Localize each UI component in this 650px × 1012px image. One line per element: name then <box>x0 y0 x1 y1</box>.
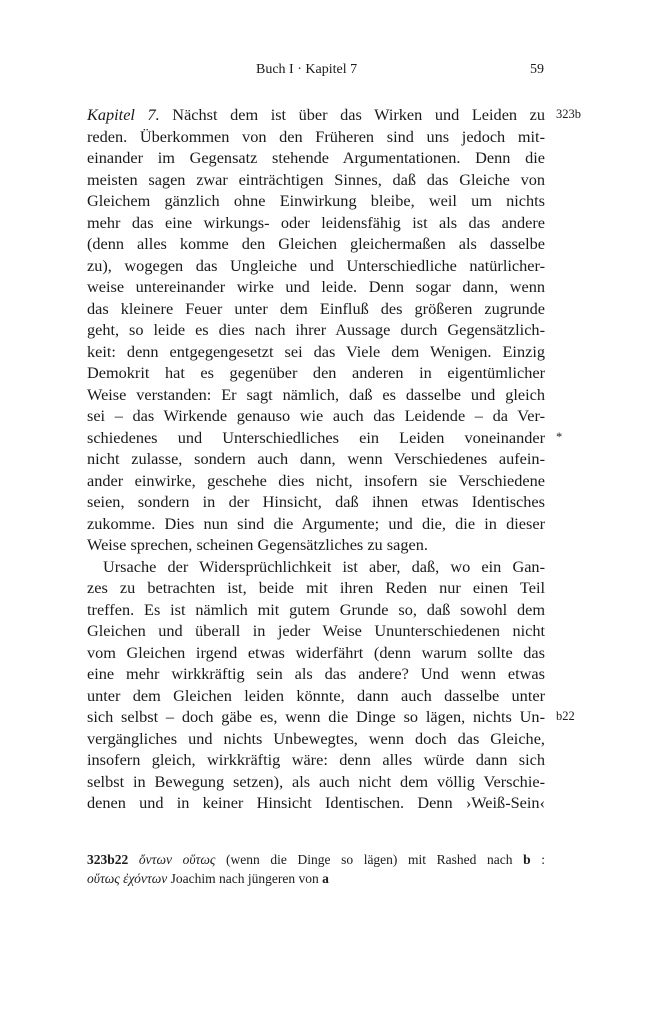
footnote-ref: 323b22 <box>87 852 129 867</box>
chapter-label: Kapitel 7. <box>87 105 160 124</box>
text-line: ander einwirke, geschehe dies nicht, insofern sie Verschiedene <box>87 470 545 490</box>
text-line: meisten sagen zwar einträchtigen Sinnes, daß das Gleiche von <box>87 169 545 189</box>
text-line: einander im Gegensatz stehende Argumentationen. Denn die <box>87 148 545 167</box>
text-line: vergängliches und nichts Unbewegtes, wenn doch das Gleiche, <box>87 728 545 748</box>
siglum: b <box>523 852 531 867</box>
text-line: denen und in keiner Hinsicht Identischen. Denn ›Weiß-Sein‹ <box>87 793 545 812</box>
text-line: Ursache der Widersprüchlichkeit ist aber, daß, wo ein Gan- <box>103 556 545 576</box>
text-line: schiedenes und Unterschiedliches ein Leiden voneinander <box>87 427 545 447</box>
text-line: unter dem Gleichen leiden könnte, dann auch dasselbe unter <box>87 685 545 705</box>
text-line: Gleichem gänzlich ohne Einwirkung bleibe, weil um nichts <box>87 191 545 210</box>
text-line: weise untereinander wirke und leide. Denn sogar dann, wenn <box>87 277 545 296</box>
text-line: Kapitel 7. Nächst dem ist über das Wirken und Leiden zu <box>87 105 546 124</box>
text-line: seien, sondern in der Hinsicht, daß ihnen etwas Identisches <box>87 492 545 511</box>
main-text <box>87 104 545 814</box>
text-line: sich selbst – doch gäbe es, wenn die Dinge so lägen, nichts Un- <box>87 707 545 726</box>
page-header <box>0 62 650 82</box>
text-line: eine mehr wirkkräftig sein als das andere? Und wenn etwas <box>87 664 545 683</box>
text-line: mehr das eine wirkungs- oder leidensfähig ist als das andere <box>87 212 545 232</box>
text-line: Demokrit hat es gegenüber den anderen in eigentümlicher <box>87 363 545 382</box>
text-line: Weise sprechen, scheinen Gegensätzliches zu sagen. <box>87 535 428 554</box>
running-head: Buch I · Kapitel 7 <box>256 62 358 77</box>
text-line: zes zu betrachten ist, beide mit ihren Reden nur einen Teil <box>87 578 545 597</box>
text-line: nicht zulasse, sondern auch dann, wenn Verschiedenes aufein- <box>87 449 545 468</box>
margin-ref-b22: b22 <box>556 709 575 723</box>
footnote-line: 323b22 ὄντων οὕτως (wenn die Dinge so lägen) mit Rashed nach b : <box>87 852 545 867</box>
text-line: zu), wogegen das Ungleiche und Unterschiedliche natürlicher- <box>87 255 545 275</box>
text-line: keit: denn entgegengesetzt sei das Viele dem Wenigen. Einzig <box>87 341 545 361</box>
text-line: Gleichen und überall in jeder Weise Ununterschiedenen nicht <box>87 621 545 640</box>
margin-ref-323b: 323b <box>556 107 581 121</box>
text-line: treffen. Es ist nämlich mit gutem Grunde so, daß sowohl dem <box>87 599 545 619</box>
text-line: reden. Überkommen von den Früheren sind uns jedoch mit- <box>87 126 545 146</box>
text-line: vom Gleichen irgend etwas widerfährt (denn warum sollte das <box>87 642 545 662</box>
text-line: insofern gleich, wirkkräftig wäre: denn alles würde dann sich <box>87 750 545 769</box>
text-line: selbst in Bewegung setzen), als auch nicht dem völlig Verschie- <box>87 771 545 791</box>
text-line: zukomme. Dies nun sind die Argumente; und die, die in dieser <box>87 513 545 533</box>
greek-reading: οὕτως ἐχόντων <box>87 871 168 886</box>
critical-apparatus <box>87 850 545 888</box>
text-line: das kleinere Feuer unter dem Einfluß des größeren zugrunde <box>87 298 545 318</box>
greek-reading: ὄντων οὕτως <box>138 852 216 867</box>
margin-asterisk: * <box>556 429 563 444</box>
footnote-line: οὕτως ἐχόντων Joachim nach jüngeren von a <box>87 871 329 886</box>
text-line: geht, so leide es dies nach ihrer Aussage durch Gegensätzlich- <box>87 320 545 339</box>
text-line: Weise verstanden: Er sagt nämlich, daß es dasselbe und gleich <box>87 384 545 404</box>
page-number: 59 <box>530 62 544 77</box>
siglum: a <box>322 871 329 886</box>
text-line: (denn alles komme den Gleichen gleichermaßen als dasselbe <box>87 234 545 253</box>
text-line: sei – das Wirkende genauso wie auch das Leidende – da Ver- <box>87 406 545 425</box>
